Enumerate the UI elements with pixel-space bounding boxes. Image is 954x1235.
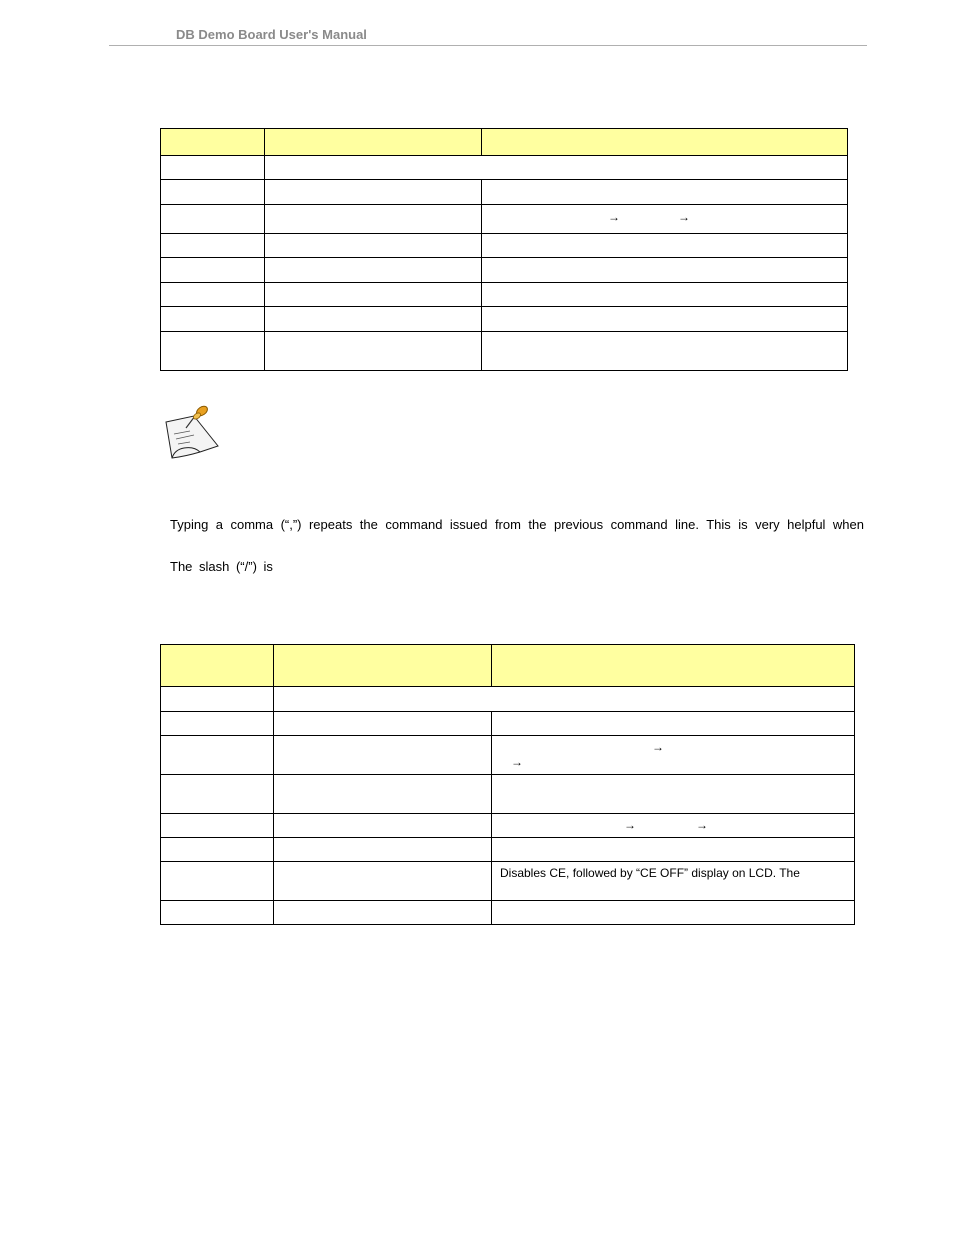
table-row (161, 332, 848, 371)
table-cell (265, 156, 848, 180)
table-cell (161, 687, 274, 712)
table-cell (492, 814, 855, 838)
table-cell (265, 307, 482, 332)
table-row (161, 814, 855, 838)
table-cell (161, 736, 274, 775)
table-header-row (161, 645, 855, 687)
table-cell (161, 234, 265, 258)
command-table-1 (160, 128, 848, 371)
table-cell (161, 775, 274, 814)
table-cell (265, 180, 482, 205)
arrow-right-icon: → (624, 818, 636, 832)
arrow-right-icon: → (608, 210, 620, 224)
table-cell (492, 775, 855, 814)
table-row (161, 838, 855, 862)
table-row (161, 205, 848, 234)
table-cell (274, 814, 492, 838)
table-row (161, 775, 855, 814)
table-cell (482, 332, 848, 371)
table-row (161, 156, 848, 180)
table-cell (161, 156, 265, 180)
table-cell (274, 736, 492, 775)
arrow-right-icon: → (696, 818, 708, 832)
table-row (161, 901, 855, 925)
table-row (161, 712, 855, 736)
table-cell (274, 901, 492, 925)
table-row (161, 862, 855, 901)
table-cell (265, 258, 482, 283)
table-cell (274, 775, 492, 814)
table-cell (161, 307, 265, 332)
table-cell (161, 205, 265, 234)
table-header-row (161, 129, 848, 156)
slash-paragraph: The slash (“/”) is (170, 559, 273, 574)
table-cell (492, 736, 855, 775)
table-cell (161, 712, 274, 736)
table-cell (482, 205, 848, 234)
table-cell (274, 838, 492, 862)
table-row (161, 736, 855, 775)
table-cell (492, 712, 855, 736)
table-cell (274, 712, 492, 736)
comma-paragraph: Typing a comma (“,”) repeats the command issued from the previous command line. This is very helpful when (170, 517, 864, 532)
table-row (161, 258, 848, 283)
arrow-right-icon: → (652, 740, 664, 754)
table-cell (482, 180, 848, 205)
table-cell (161, 862, 274, 901)
table-cell (161, 838, 274, 862)
table-header-cell (265, 129, 482, 156)
table-cell (274, 687, 855, 712)
table-cell (161, 814, 274, 838)
table-row (161, 307, 848, 332)
command-table-2 (160, 644, 855, 925)
table-cell (482, 258, 848, 283)
table-cell (161, 283, 265, 307)
table-cell (274, 862, 492, 901)
table-header-cell (482, 129, 848, 156)
header-divider (109, 45, 867, 46)
table-cell (161, 901, 274, 925)
arrow-right-icon: → (678, 210, 690, 224)
table-cell (492, 862, 855, 901)
note-pushpin-icon (160, 402, 222, 460)
table-row (161, 180, 848, 205)
table-cell (161, 180, 265, 205)
table-cell (265, 283, 482, 307)
table-cell (482, 234, 848, 258)
table-cell (492, 901, 855, 925)
ce-off-description: Disables CE, followed by “CE OFF” display on LCD. The (500, 866, 800, 880)
table-header-cell (492, 645, 855, 687)
table-cell (265, 205, 482, 234)
table-cell (161, 332, 265, 371)
table-cell (482, 307, 848, 332)
table-row (161, 283, 848, 307)
running-header: DB Demo Board User's Manual (176, 27, 367, 42)
table-header-cell (274, 645, 492, 687)
table-cell (482, 283, 848, 307)
table-cell (265, 332, 482, 371)
table-row (161, 687, 855, 712)
table-cell (265, 234, 482, 258)
table-header-cell (161, 645, 274, 687)
table-cell (492, 838, 855, 862)
table-row (161, 234, 848, 258)
table-cell (161, 258, 265, 283)
table-header-cell (161, 129, 265, 156)
arrow-right-icon: → (511, 755, 523, 769)
